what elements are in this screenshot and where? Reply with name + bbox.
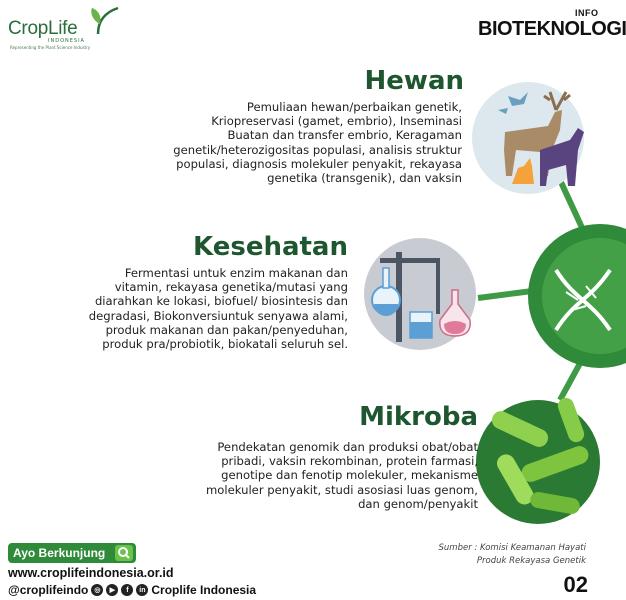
body-line: Pendekatan genomik dan produksi obat/obat (217, 440, 478, 454)
body-line: diarahkan ke lokasi, biofuel/ biosintesis dan (94, 294, 348, 309)
body-line: Kriopreservasi (gamet, embrio), Inseminasi (211, 114, 462, 129)
youtube-icon[interactable]: ▶ (106, 584, 118, 596)
body-line: Pemuliaan hewan/perbaikan genetik, (246, 100, 462, 114)
website-link[interactable]: www.croplifeindonesia.or.id (8, 566, 174, 580)
body-line: produk pra/probiotik, biokatali seluruh sel. (102, 337, 348, 352)
handle-text[interactable]: @croplifeindo (8, 583, 89, 597)
section-title-mikroba: Mikroba (359, 402, 478, 432)
animals-icon (472, 82, 584, 194)
section-body-hewan (172, 100, 462, 185)
visit-button-label[interactable]: Ayo Berkunjung (13, 546, 106, 560)
source-line: Sumber : Komisi Keamanan Hayati (438, 543, 586, 553)
dna-hub-icon (528, 224, 626, 368)
body-line: genetik/heterozigositas populasi, analisis struktur (173, 142, 462, 157)
body-line: Buatan dan transfer embrio, Keragaman (227, 128, 462, 143)
croplife-leaf-icon (88, 6, 122, 36)
body-line: genotipe dan fenotip molekuler, mekanisme (221, 468, 478, 483)
body-line: dan genom/penyakit (358, 496, 478, 511)
section-title-kesehatan: Kesehatan (193, 232, 348, 262)
logo-subtitle: INDONESIA (48, 38, 85, 44)
bacteria-icon (476, 396, 600, 524)
instagram-icon[interactable]: ◎ (91, 584, 103, 596)
social-row (8, 583, 256, 597)
linkedin-icon[interactable]: in (136, 584, 148, 596)
logo-tagline: Representing the Plant Science Industry (10, 45, 91, 50)
body-line: molekuler penyakit, studi asosiasi luas genom, (206, 482, 478, 497)
lab-flask-icon (364, 238, 476, 350)
topic-title: BIOTEKNOLOGI (478, 18, 626, 40)
source-line: Produk Rekayasa Genetik (476, 556, 586, 566)
section-body-mikroba (158, 440, 478, 511)
body-line: Fermentasi untuk enzim makanan dan (124, 266, 348, 280)
facebook-icon[interactable]: f (121, 584, 133, 596)
logo-wordmark: CropLife (8, 18, 78, 39)
body-line: genetika (transgenik), dan vaksin (267, 171, 462, 186)
section-body-kesehatan (68, 266, 348, 351)
search-icon[interactable] (115, 545, 133, 561)
body-line: produk makanan dan pakan/penyeduhan, (105, 322, 348, 337)
info-label: INFO (575, 8, 599, 18)
body-line: populasi, diagnosis molekuler penyakit, rekayasa (176, 156, 462, 171)
page-number: 02 (563, 572, 588, 597)
body-line: vitamin, rekayasa genetika/mutasi yang (114, 280, 348, 295)
section-title-hewan: Hewan (364, 66, 464, 96)
body-line: degradasi, Biokonversiuntuk senyawa alami, (88, 308, 348, 323)
org-name: Croplife Indonesia (151, 583, 257, 597)
body-line: pribadi, vaksin rekombinan, protein farmasi, (221, 454, 478, 469)
